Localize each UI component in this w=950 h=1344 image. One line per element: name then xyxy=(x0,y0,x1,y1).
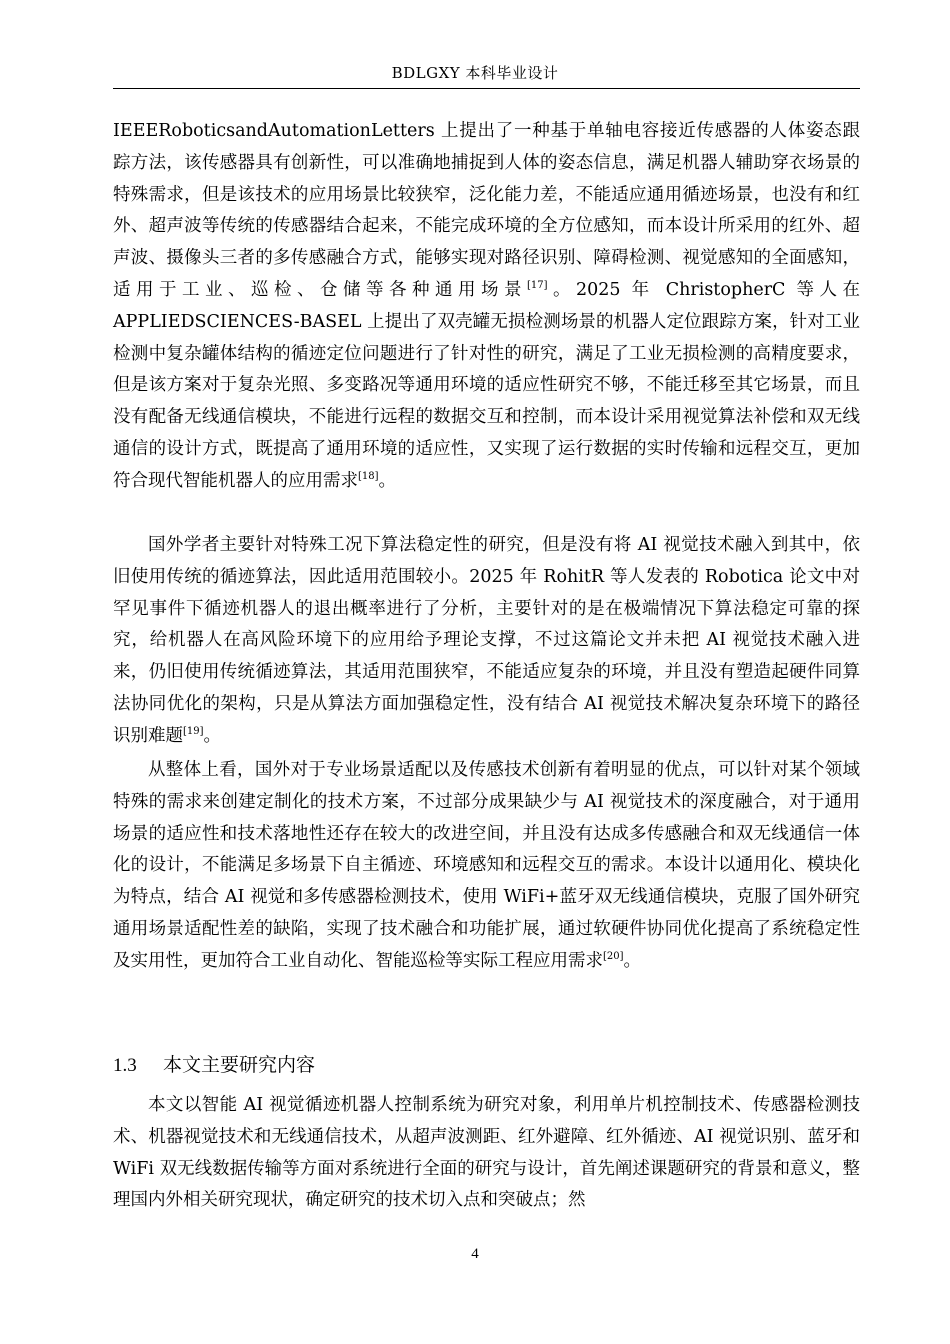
paragraph-1-continued: 。2025 年 ChristopherC 等人在 APPLIEDSCIENCES-BASEL 上提出了双壳罐无损检测场景的机器人定位跟踪方案，针对工业检测中复杂罐体结构的循迹定位问题进行了针对性的研究，满足了工业无损检测的高精度要求，但是该方案对于复杂光照、多变路况等通用环境的适应性研究不够，不能迁移至其它场景，而且没有配备无线通信模块，不能进行远程的数据交互和控制，而本设计采用视觉算法补偿和双无线通信的设计方式，既提高了通用环境的适应性，又实现了运行数据的实时传输和远程交互，更加符合现代智能机器人的应用需求 xyxy=(113,279,861,491)
paragraph-3-end: 。 xyxy=(623,950,642,971)
paragraph-text xyxy=(113,755,860,978)
paragraph-3-main: 从整体上看，国外对于专业场景适配以及传感技术创新有着明显的优点，可以针对某个领域特殊的需求来创建定制化的技术方案，不过部分成果缺少与 AI 视觉技术的深度融合，对于通用场景的适应性和技术落地性还存在较大的改进空间，并且没有达成多传感融合和双无线通信一体化的设计，不能满足多场景下自主循迹、环境感知和远程交互的需求。本设计以通用化、模块化为特点，结合 AI 视觉和多传感器检测技术，使用 WiFi+蓝牙双无线通信模块，克服了国外研究通用场景适配性差的缺陷，实现了技术融合和功能扩展，通过软硬件协同优化提高了系统稳定性及实用性，更加符合工业自动化、智能巡检等实际工程应用需求 xyxy=(113,760,860,971)
body-paragraph-3 xyxy=(113,755,860,978)
paragraph-2-main: 国外学者主要针对特殊工况下算法稳定性的研究，但是没有将 AI 视觉技术融入到其中，依旧使用传统的循迹算法，因此适用范围较小。2025 年 RohitR 等人发表的 Robotica 论文中对罕见事件下循迹机器人的退出概率进行了分析，主要针对的是在极端情况下算法稳定可靠的探究，给机器人在高风险环境下的应用给予理论支撑，不过这篇论文并未把 AI 视觉技术融入进来，仍旧使用传统循迹算法，其适用范围狭窄，不能适应复杂的环境，并且没有塑造起硬件同算法协同优化的架构，只是从算法方面加强稳定性，没有结合 AI 视觉技术解决复杂环境下的路径识别难题 xyxy=(113,535,860,746)
paragraph-2-end: 。 xyxy=(203,725,222,746)
body-paragraph-1 xyxy=(113,116,860,498)
paragraph-text xyxy=(113,530,860,753)
citation-19[interactable]: [19] xyxy=(183,725,204,737)
section-title: 本文主要研究内容 xyxy=(163,1054,316,1076)
paragraph-text xyxy=(113,116,860,498)
header-divider xyxy=(113,88,860,89)
section-paragraph-text: 本文以智能 AI 视觉循迹机器人控制系统为研究对象，利用单片机控制技术、传感器检测技术、机器视觉技术和无线通信技术，从超声波测距、红外避障、红外循迹、AI 视觉识别、蓝牙和 WiFi 双无线数据传输等方面对系统进行全面的研究与设计，首先阐述课题研究的背景和意义，整理国内外相关研究现状，确定研究的技术切入点和突破点；然 xyxy=(113,1095,860,1211)
body-paragraph-2 xyxy=(113,530,860,753)
section-heading xyxy=(113,1050,315,1077)
paragraph-1-end: 。 xyxy=(378,470,397,491)
section-number: 1.3 xyxy=(113,1055,137,1076)
citation-17[interactable]: [17] xyxy=(527,279,548,291)
citation-20[interactable]: [20] xyxy=(603,950,624,962)
running-header: BDLGXY 本科毕业设计 xyxy=(391,64,559,82)
citation-18[interactable]: [18] xyxy=(358,470,379,482)
section-body-paragraph xyxy=(113,1090,860,1217)
paragraph-1-main: IEEERoboticsandAutomationLetters 上提出了一种基于单轴电容接近传感器的人体姿态跟踪方法，该传感器具有创新性，可以准确地捕捉到人体的姿态信息，满足机器人辅助穿衣场景的特殊需求，但是该技术的应用场景比较狭窄，泛化能力差，不能适应通用循迹场景，也没有和红外、超声波等传统的传感器结合起来，不能完成环境的全方位感知，而本设计所采用的红外、超声波、摄像头三者的多传感融合方式，能够实现对路径识别、障碍检测、视觉感知的全面感知，适用于工业、巡检、仓储等各种通用场景 xyxy=(113,121,860,300)
page-number: 4 xyxy=(471,1246,479,1262)
